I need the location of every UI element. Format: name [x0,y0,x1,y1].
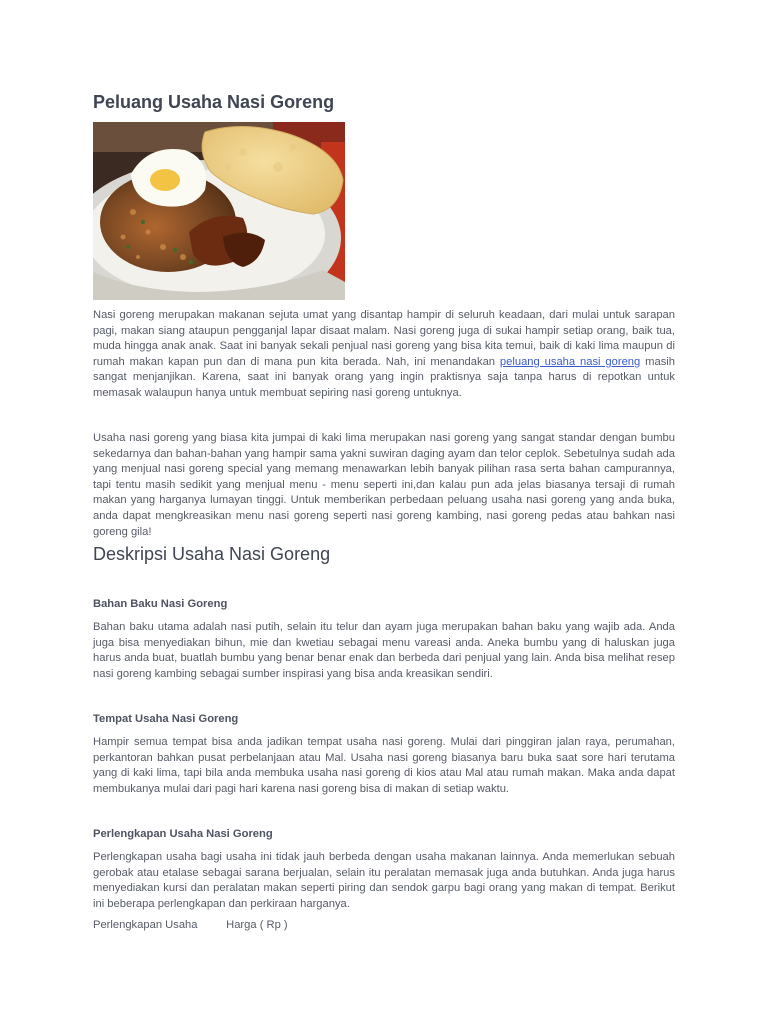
section-title-deskripsi: Deskripsi Usaha Nasi Goreng [93,544,331,564]
subheading-bahan-baku: Bahan Baku Nasi Goreng [93,598,228,610]
table-header-perlengkapan: Perlengkapan Usaha [93,919,198,931]
paragraph-tempat-usaha: Hampir semua tempat bisa anda jadikan tempat usaha nasi goreng. Mulai dari pinggiran jalan raya, perumahan, perkantoran bahkan pusat perbelanjaan atau Mal. Usaha nasi goreng biasanya baru buka saat sore hari terutama yang di kaki lima, tapi bila anda membuka usaha nasi goreng di kios atau Mal atau rumah makan. Maka anda dapat membukanya mulai dari pagi hari karena nasi goreng bisa di makan di setiap waktu. [93,736,675,795]
paragraph-bahan-baku: Bahan baku utama adalah nasi putih, selain itu telur dan ayam juga merupakan bahan baku yang wajib ada. Anda juga bisa menyediakan bihun, mie dan kwetiau sebagai menu vareasi anda. Aneka bumbu yang di haluskan juga harus anda buat, buatlah bumbu yang benar benar enak dan berbeda dari penjual yang lain. Anda bisa melihat resep nasi goreng kambing sebagai sumber inspirasi yang bisa anda kreasikan sendiri. [93,621,675,680]
table-header-harga: Harga ( Rp ) [226,919,288,931]
peluang-usaha-link[interactable]: peluang usaha nasi goreng [499,355,641,368]
nasi-goreng-photo [93,122,345,300]
subheading-tempat-usaha: Tempat Usaha Nasi Goreng [93,713,239,725]
paragraph-perlengkapan: Perlengkapan usaha bagi usaha ini tidak jauh berbeda dengan usaha makanan lainnya. Anda memerlukan sebuah gerobak atau etalase sebagai sarana berjualan, selain itu peralatan memasak juga anda butuhkan. Anda juga harus menyediakan kursi dan peralatan makan seperti piring dan sendok garpu bagi orang yang makan di tempat. Berikut ini beberapa perlengkapan dan perkiraan harganya. [93,851,675,910]
intro-paragraph: Nasi goreng merupakan makanan sejuta umat yang disantap hampir di seluruh keadaan, dari mulai untuk sarapan pagi, makan siang ataupun pengganjal lapar disaat malam. Nasi goreng juga di sukai hampir setiap orang, baik tua, muda hingga anak anak. Saat ini banyak sekali penjual nasi goreng yang bisa kita temui, baik di kaki lima maupun di rumah makan kapan pun dan di mana pun kita berada. Nah, ini menandakan peluang usaha nasi goreng masih sangat menjanjikan. Karena, saat ini banyak orang yang ingin praktisnya saja tanpa harus di repotkan untuk memasak walaupun hanya untuk membuat sepiring nasi goreng untuknya. [93,309,675,399]
table-header-row [93,919,288,931]
subheading-perlengkapan: Perlengkapan Usaha Nasi Goreng [93,828,273,840]
paragraph-usaha-kaki-lima: Usaha nasi goreng yang biasa kita jumpai di kaki lima merupakan nasi goreng yang sangat standar dengan bumbu sekedarnya dan bahan-bahan yang hampir sama yakni suwiran daging ayam dan telor ceplok. Sebetulnya sudah ada yang menjual nasi goreng special yang memang menawarkan lebih banyak pilihan rasa serta bahan campurannya, tapi tentu masih sedikit yang menjual menu - menu seperti ini,dan kalau pun ada jelas biasanya tersaji di rumah makan yang harganya lumayan tinggi. Untuk memberikan perbedaan peluang usaha nasi goreng yang anda buka, anda dapat mengkreasikan menu nasi goreng seperti nasi goreng kambing, nasi goreng pedas atau bahkan nasi goreng gila! [93,432,675,538]
article-title: Peluang Usaha Nasi Goreng [93,92,335,112]
